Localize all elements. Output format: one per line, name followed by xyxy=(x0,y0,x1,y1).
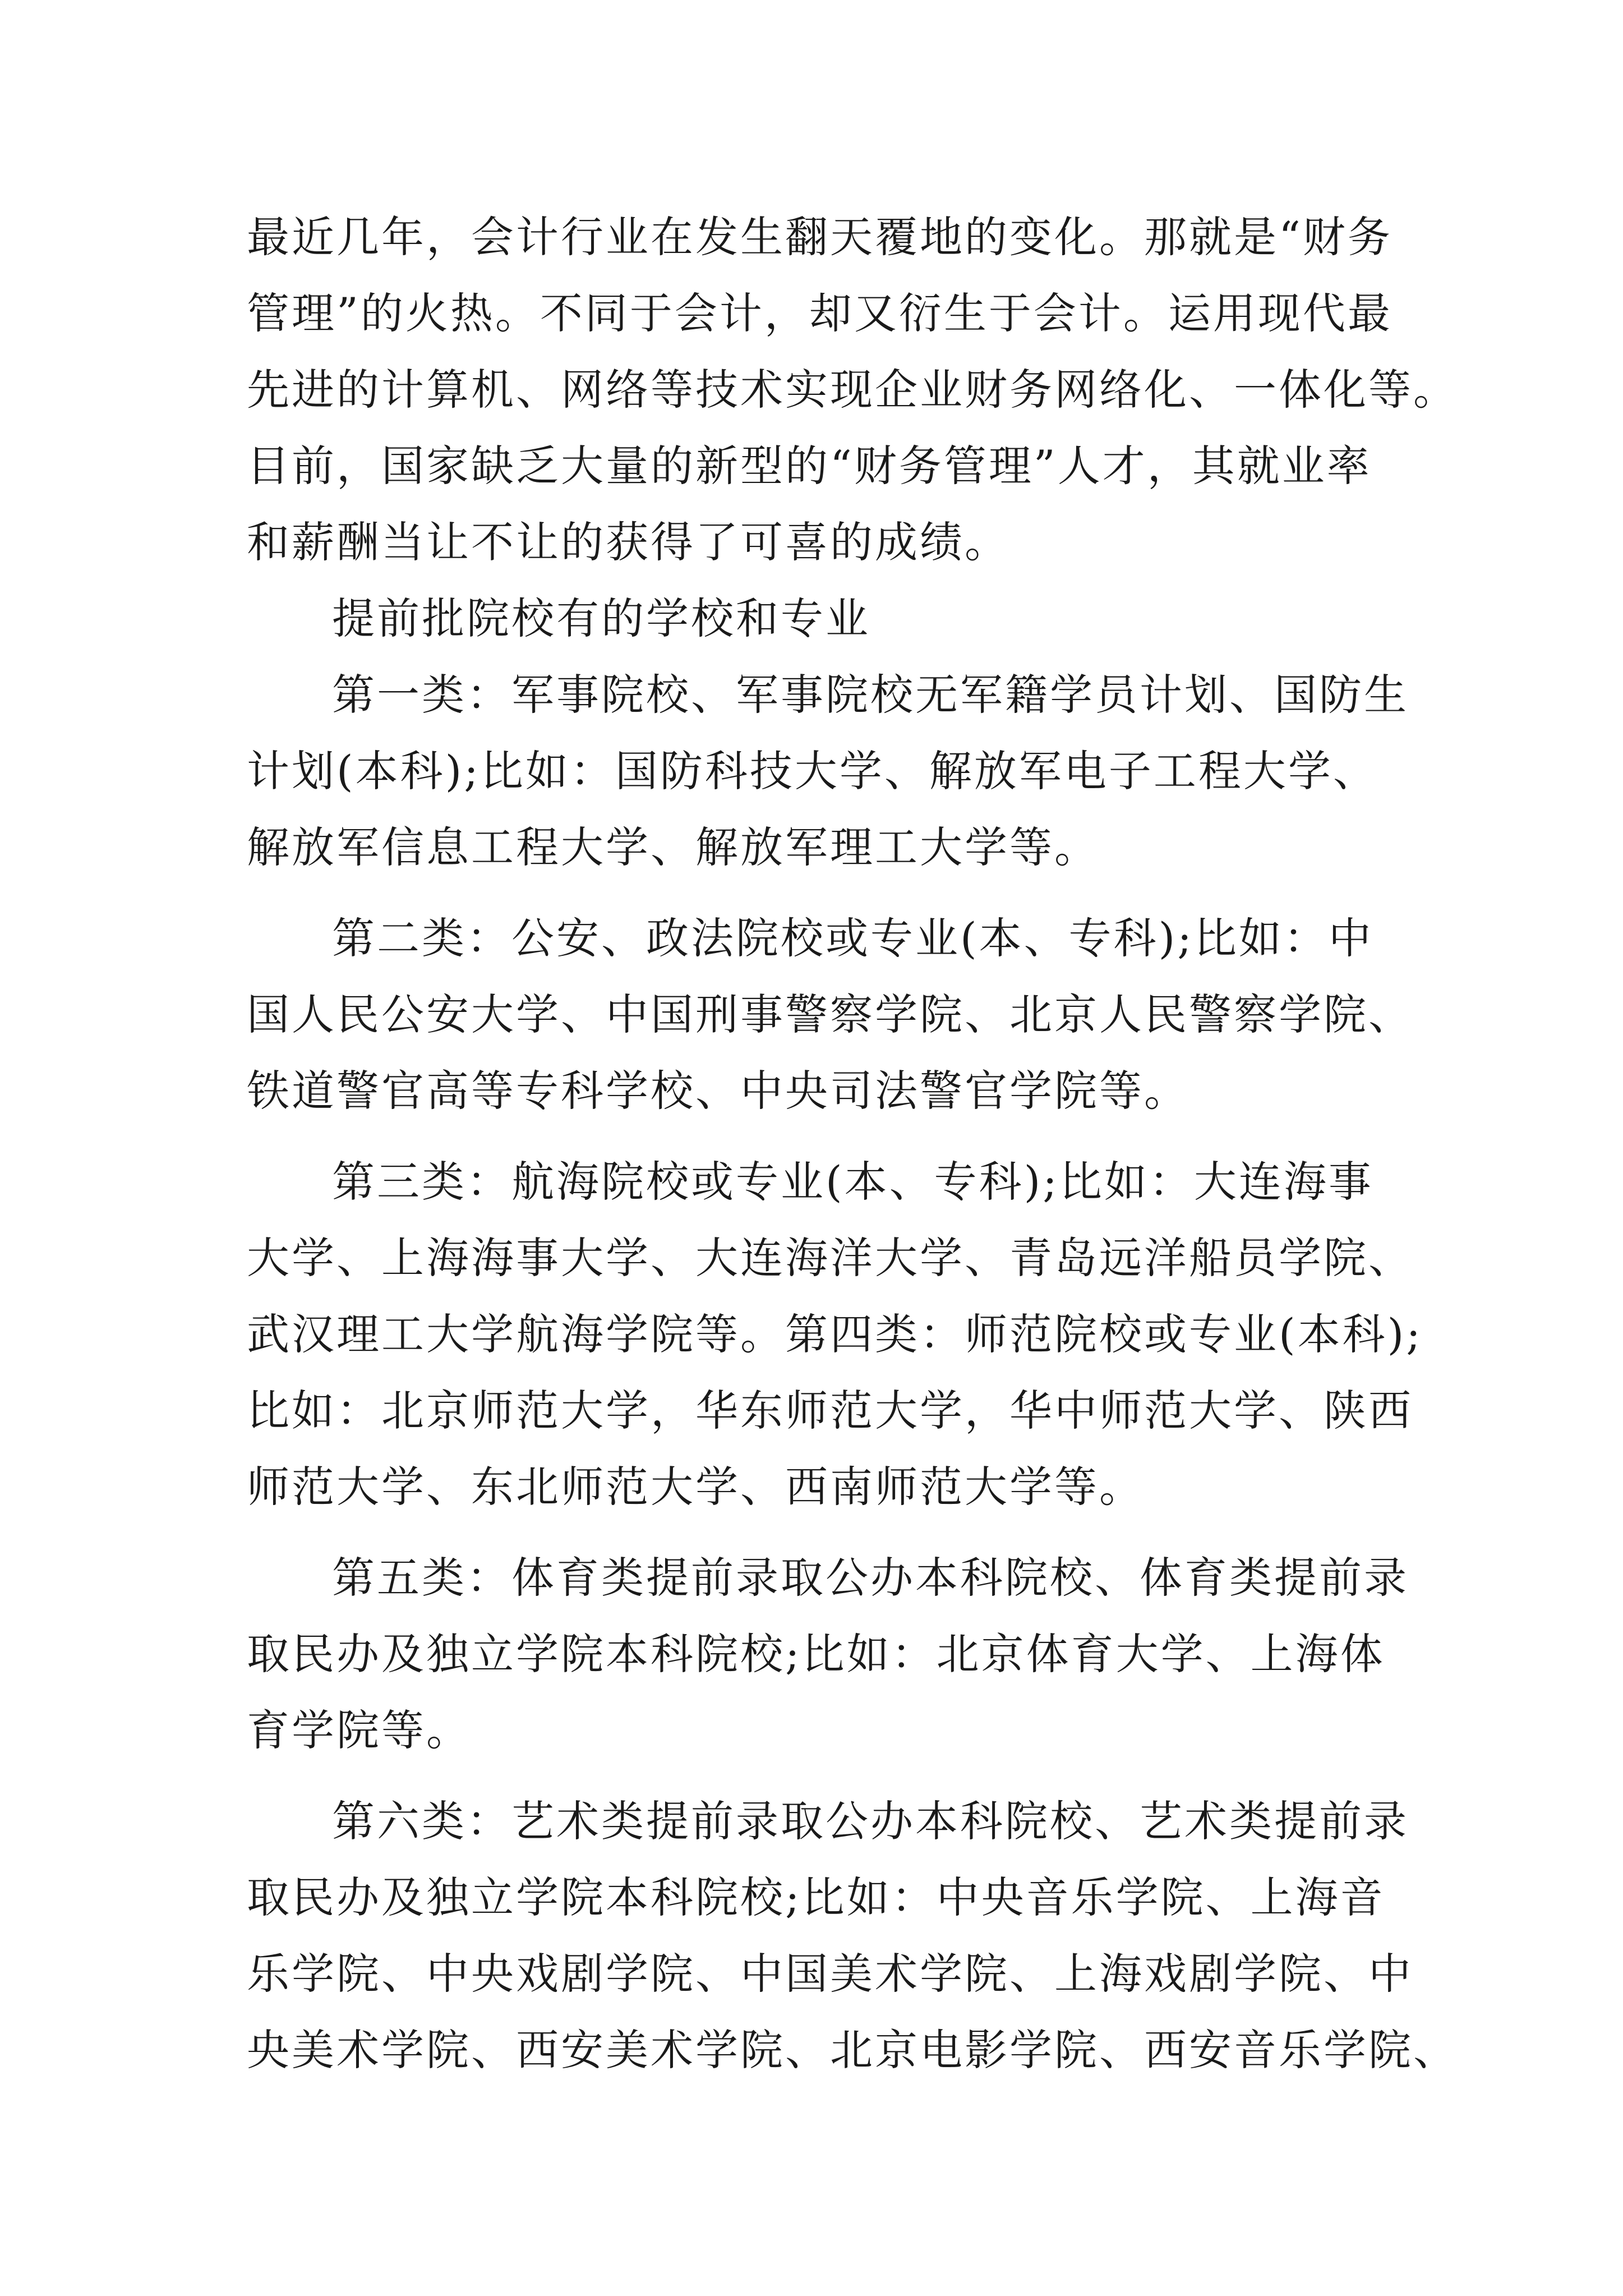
section-heading: 提前批院校有的学校和专业 xyxy=(332,593,870,643)
document-body xyxy=(247,199,1458,2088)
text-line: 取民办及独立学院本科院校;比如：中央音乐学院、上海音 xyxy=(247,1872,1385,1922)
text-line: 第三类：航海院校或专业(本、专科);比如：大连海事 xyxy=(332,1157,1373,1207)
text-line: 乐学院、中央戏剧学院、中国美术学院、上海戏剧学院、中 xyxy=(247,1949,1413,1999)
text-line: 国人民公安大学、中国刑事警察学院、北京人民警察学院、 xyxy=(247,990,1413,1039)
text-line: 师范大学、东北师范大学、西南师范大学等。 xyxy=(247,1462,1144,1512)
text-line: 第一类：军事院校、军事院校无军籍学员计划、国防生 xyxy=(332,670,1409,720)
text-line: 第五类：体育类提前录取公办本科院校、体育类提前录 xyxy=(332,1553,1409,1603)
text-line: 武汉理工大学航海学院等。第四类：师范院校或专业(本科); xyxy=(247,1309,1423,1359)
text-line: 先进的计算机、网络等技术实现企业财务网络化、一体化等。 xyxy=(247,365,1458,415)
text-line: 第六类：艺术类提前录取公办本科院校、艺术类提前录 xyxy=(332,1796,1409,1846)
text-line: 央美术学院、西安美术学院、北京电影学院、西安音乐学院、 xyxy=(247,2025,1458,2075)
text-line: 育学院等。 xyxy=(247,1705,471,1755)
text-line: 大学、上海海事大学、大连海洋大学、青岛远洋船员学院、 xyxy=(247,1233,1413,1283)
text-line: 解放军信息工程大学、解放军理工大学等。 xyxy=(247,822,1099,872)
text-line: 目前，国家缺乏大量的新型的“财务管理”人才，其就业率 xyxy=(247,441,1372,491)
text-line: 和薪酬当让不让的获得了可喜的成绩。 xyxy=(247,517,1009,567)
text-line: 铁道警官高等专科学校、中央司法警官学院等。 xyxy=(247,1066,1189,1116)
text-line: 第二类：公安、政法院校或专业(本、专科);比如：中 xyxy=(332,913,1373,963)
text-line: 计划(本科);比如：国防科技大学、解放军电子工程大学、 xyxy=(247,746,1378,796)
text-line: 取民办及独立学院本科院校;比如：北京体育大学、上海体 xyxy=(247,1629,1385,1679)
text-line: 比如：北京师范大学，华东师范大学，华中师范大学、陕西 xyxy=(247,1386,1413,1435)
text-line: 最近几年，会计行业在发生翻天覆地的变化。那就是“财务 xyxy=(247,212,1393,262)
text-line: 管理”的火热。不同于会计，却又衍生于会计。运用现代最 xyxy=(247,288,1393,338)
